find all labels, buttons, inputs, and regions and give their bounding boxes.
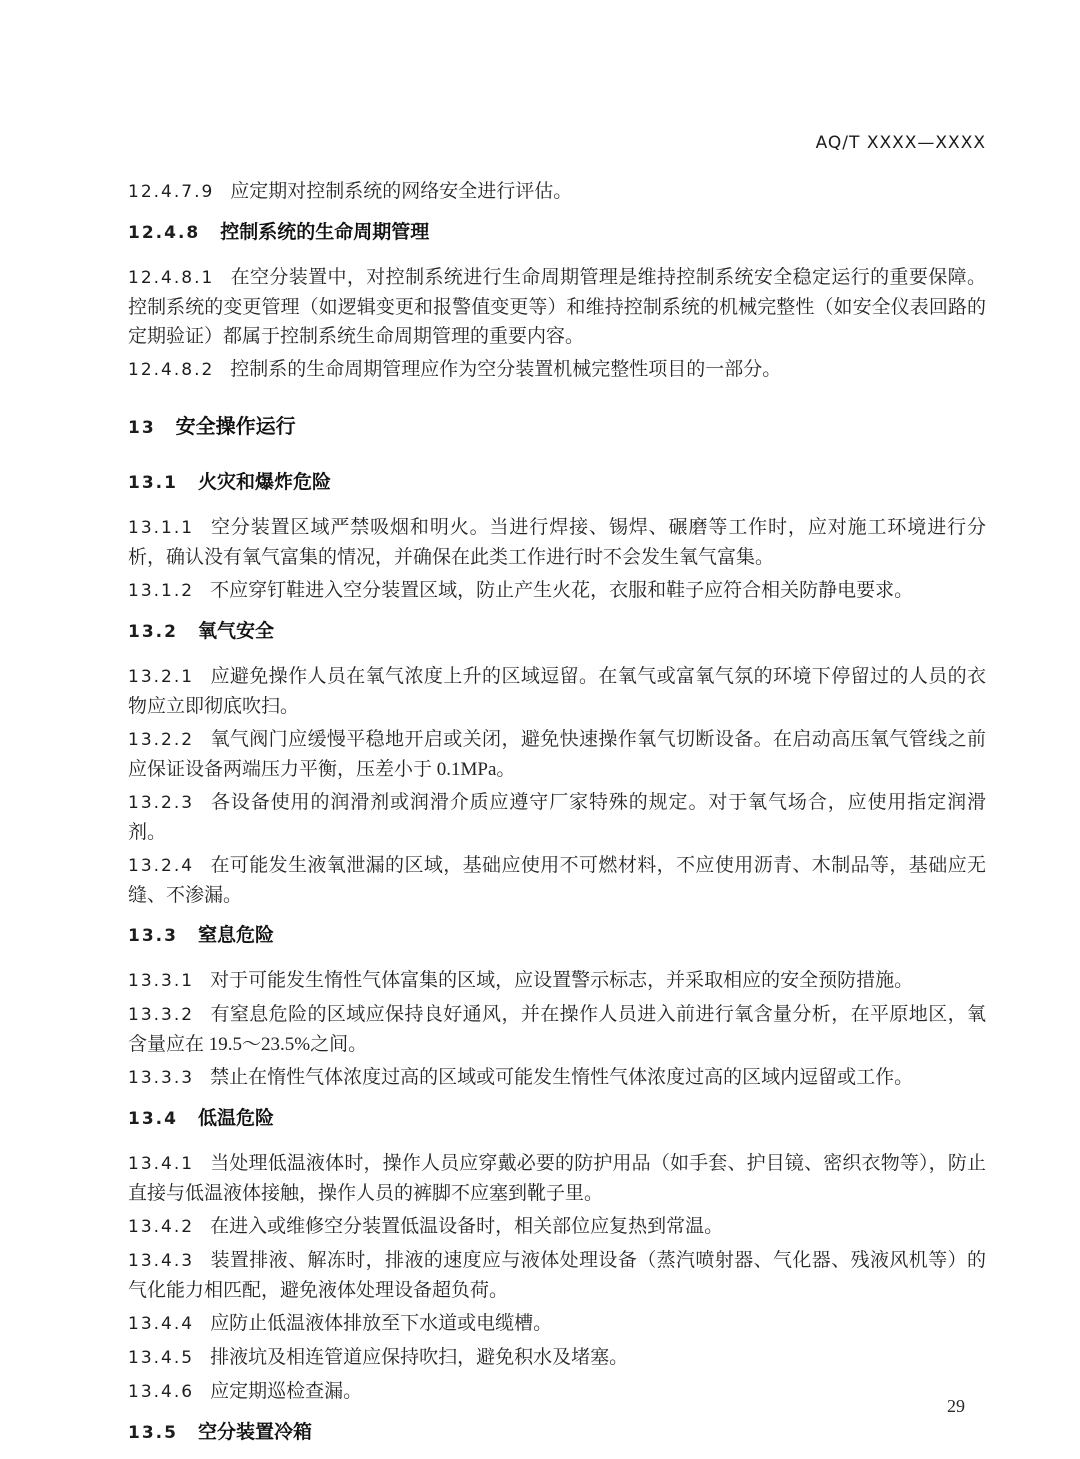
clause-number: 13.1.1 <box>128 518 195 538</box>
heading-number: 13.3 <box>128 926 178 946</box>
clause-number: 13.4.5 <box>128 1348 195 1368</box>
page-number: 29 <box>947 1396 965 1416</box>
clause-13-4-2 <box>128 1212 986 1242</box>
clause-number: 13.3.2 <box>128 1005 195 1025</box>
clause-text: 在进入或维修空分装置低温设备时，相关部位应复热到常温。 <box>210 1216 724 1237</box>
clause-text: 对于可能发生惰性气体富集的区域，应设置警示标志，并采取相应的安全预防措施。 <box>210 970 914 991</box>
clause-text: 各设备使用的润滑剂或润滑介质应遵守厂家特殊的规定。对于氧气场合，应使用指定润滑剂。 <box>128 792 986 843</box>
heading-text: 空分装置冷箱 <box>197 1421 312 1443</box>
heading-number: 13.2 <box>128 622 178 642</box>
clause-text: 应防止低温液体排放至下水道或电缆槽。 <box>210 1313 553 1334</box>
clause-13-2-2 <box>128 725 986 784</box>
clause-text: 应定期巡检查漏。 <box>210 1381 363 1402</box>
clause-number: 13.4.3 <box>128 1251 195 1271</box>
clause-text: 空分装置区域严禁吸烟和明火。当进行焊接、锡焊、碾磨等工作时，应对施工环境进行分析，确认没有氧气富集的情况，并确保在此类工作进行时不会发生氧气富集。 <box>128 517 986 568</box>
heading-text: 低温危险 <box>197 1107 274 1129</box>
heading-13-1 <box>128 471 986 494</box>
heading-number: 13.1 <box>128 473 178 493</box>
clause-number: 13.3.3 <box>128 1068 195 1088</box>
clause-13-2-3 <box>128 788 986 847</box>
clause-text: 在空分装置中，对控制系统进行生命周期管理是维持控制系统安全稳定运行的重要保障。控制系统的变更管理（如逻辑变更和报警值变更等）和维持控制系统的机械完整性（如安全仪表回路的定期验证）都属于控制系统生命周期管理的重要内容。 <box>128 267 986 347</box>
heading-number: 13.4 <box>128 1109 178 1129</box>
clause-number: 13.4.4 <box>128 1314 195 1334</box>
clause-text: 禁止在惰性气体浓度过高的区域或可能发生惰性气体浓度过高的区域内逗留或工作。 <box>210 1067 914 1088</box>
chapter-13 <box>128 415 986 439</box>
clause-13-3-2 <box>128 1000 986 1059</box>
clause-13-4-4 <box>128 1309 986 1339</box>
clause-12-4-8-1 <box>128 263 986 351</box>
clause-text: 装置排液、解冻时，排液的速度应与液体处理设备（蒸汽喷射器、气化器、残液风机等）的气化能力相匹配，避免液体处理设备超负荷。 <box>128 1250 986 1301</box>
heading-number: 12.4.8 <box>128 223 201 243</box>
clause-13-3-1 <box>128 966 986 996</box>
standard-code-header: AQ/T XXXX—XXXX <box>815 133 986 153</box>
clause-13-1-2 <box>128 576 986 606</box>
chapter-number: 13 <box>128 418 156 438</box>
heading-13-2 <box>128 620 986 643</box>
clause-text: 有窒息危险的区域应保持良好通风，并在操作人员进入前进行氧含量分析，在平原地区，氧含量应在 19.5～23.5%之间。 <box>128 1004 986 1055</box>
heading-number: 13.5 <box>128 1423 178 1443</box>
clause-12-4-8-2 <box>128 355 986 385</box>
clause-number: 12.4.8.1 <box>128 268 215 288</box>
clause-number: 13.4.2 <box>128 1217 195 1237</box>
clause-text: 应避免操作人员在氧气浓度上升的区域逗留。在氧气或富氧气氛的环境下停留过的人员的衣物应立即彻底吹扫。 <box>128 666 986 717</box>
clause-text: 应定期对控制系统的网络安全进行评估。 <box>230 181 573 202</box>
clause-number: 13.3.1 <box>128 971 195 991</box>
clause-13-2-1 <box>128 662 986 721</box>
clause-number: 13.2.1 <box>128 667 195 687</box>
clause-number: 13.4.6 <box>128 1382 195 1402</box>
heading-13-5 <box>128 1421 986 1444</box>
heading-text: 火灾和爆炸危险 <box>197 471 331 493</box>
clause-text: 在可能发生液氧泄漏的区域，基础应使用不可燃材料，不应使用沥青、木制品等，基础应无缝、不渗漏。 <box>128 855 986 906</box>
clause-13-2-4 <box>128 851 986 910</box>
clause-text: 不应穿钉鞋进入空分装置区域，防止产生火花，衣服和鞋子应符合相关防静电要求。 <box>210 580 914 601</box>
clause-text: 控制系的生命周期管理应作为空分装置机械完整性项目的一部分。 <box>230 359 782 380</box>
heading-text: 控制系统的生命周期管理 <box>220 221 430 243</box>
clause-text: 当处理低温液体时，操作人员应穿戴必要的防护用品（如手套、护目镜、密织衣物等），防止直接与低温液体接触，操作人员的裤脚不应塞到靴子里。 <box>128 1153 986 1204</box>
clause-number: 13.4.1 <box>128 1154 195 1174</box>
chapter-text: 安全操作运行 <box>175 414 296 438</box>
clause-13-3-3 <box>128 1063 986 1093</box>
clause-13-1-1 <box>128 513 986 572</box>
document-content <box>128 0 986 1459</box>
clause-13-4-6 <box>128 1377 986 1407</box>
clause-number: 12.4.8.2 <box>128 360 215 380</box>
clause-13-4-3 <box>128 1246 986 1305</box>
heading-13-4 <box>128 1107 986 1130</box>
heading-text: 氧气安全 <box>197 620 274 642</box>
heading-text: 窒息危险 <box>197 924 274 946</box>
clause-13-4-5 <box>128 1343 986 1373</box>
heading-13-3 <box>128 924 986 947</box>
clause-13-4-1 <box>128 1149 986 1208</box>
clause-number: 13.1.2 <box>128 581 195 601</box>
clause-number: 12.4.7.9 <box>128 182 215 202</box>
clause-number: 13.2.2 <box>128 730 195 750</box>
clause-number: 13.2.3 <box>128 793 195 813</box>
heading-12-4-8 <box>128 221 986 244</box>
clause-text: 氧气阀门应缓慢平稳地开启或关闭，避免快速操作氧气切断设备。在启动高压氧气管线之前应保证设备两端压力平衡，压差小于 0.1MPa。 <box>128 729 986 780</box>
clause-12-4-7-9 <box>128 177 986 207</box>
clause-number: 13.2.4 <box>128 856 195 876</box>
clause-text: 排液坑及相连管道应保持吹扫，避免积水及堵塞。 <box>210 1347 629 1368</box>
